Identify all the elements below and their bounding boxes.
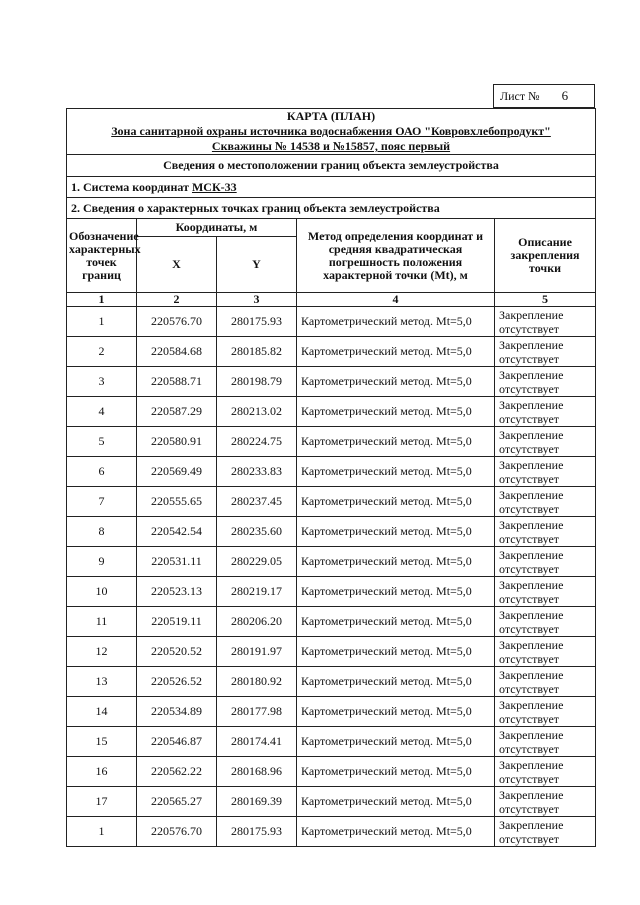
y-cell: 280206.20	[217, 607, 297, 637]
table-row	[67, 757, 596, 787]
point-cell: 15	[67, 727, 137, 757]
y-cell: 280169.39	[217, 787, 297, 817]
col-number: 5	[495, 293, 596, 307]
method-cell: Картометрический метод. Mt=5,0	[297, 757, 495, 787]
table-row	[67, 427, 596, 457]
fix-cell: Закрепление отсутствует	[495, 757, 596, 787]
point-cell: 4	[67, 397, 137, 427]
table-row	[67, 607, 596, 637]
table-row	[67, 397, 596, 427]
table-row	[67, 787, 596, 817]
y-cell: 280191.97	[217, 637, 297, 667]
coordinate-system-label: 1. Система координат	[71, 179, 192, 194]
col-number: 2	[137, 293, 217, 307]
method-cell: Картометрический метод. Mt=5,0	[297, 487, 495, 517]
table-row	[67, 637, 596, 667]
header-y: Y	[217, 237, 297, 293]
section-main-heading: Сведения о местоположении границ объекта землеустройства	[67, 155, 596, 177]
point-cell: 9	[67, 547, 137, 577]
method-cell: Картометрический метод. Mt=5,0	[297, 607, 495, 637]
fix-cell: Закрепление отсутствует	[495, 397, 596, 427]
col-number: 4	[297, 293, 495, 307]
table-row	[67, 667, 596, 697]
fix-cell: Закрепление отсутствует	[495, 307, 596, 337]
y-cell: 280174.41	[217, 727, 297, 757]
fix-cell: Закрепление отсутствует	[495, 667, 596, 697]
method-cell: Картометрический метод. Mt=5,0	[297, 667, 495, 697]
header-fix: Описание закрепления точки	[495, 219, 596, 293]
table-row	[67, 577, 596, 607]
method-cell: Картометрический метод. Mt=5,0	[297, 307, 495, 337]
fix-cell: Закрепление отсутствует	[495, 577, 596, 607]
table-row	[67, 547, 596, 577]
col-number: 3	[217, 293, 297, 307]
fix-cell: Закрепление отсутствует	[495, 787, 596, 817]
method-cell: Картометрический метод. Mt=5,0	[297, 367, 495, 397]
point-cell: 16	[67, 757, 137, 787]
x-cell: 220587.29	[137, 397, 217, 427]
y-cell: 280213.02	[217, 397, 297, 427]
fix-cell: Закрепление отсутствует	[495, 367, 596, 397]
table-row	[67, 817, 596, 847]
header-row-1	[67, 219, 596, 237]
table-row	[67, 337, 596, 367]
point-cell: 13	[67, 667, 137, 697]
y-cell: 280185.82	[217, 337, 297, 367]
sheet-number: 6	[561, 88, 569, 103]
point-cell: 11	[67, 607, 137, 637]
table-row	[67, 487, 596, 517]
header-coords: Координаты, м	[137, 219, 297, 237]
method-cell: Картометрический метод. Mt=5,0	[297, 427, 495, 457]
point-cell: 7	[67, 487, 137, 517]
y-cell: 280224.75	[217, 427, 297, 457]
header-method: Метод определения координат и средняя квадратическая погрешность положения характерной точки (Mt), м	[297, 219, 495, 293]
point-cell: 5	[67, 427, 137, 457]
x-cell: 220520.52	[137, 637, 217, 667]
column-numbers-row	[67, 293, 596, 307]
x-cell: 220562.22	[137, 757, 217, 787]
method-cell: Картометрический метод. Mt=5,0	[297, 547, 495, 577]
method-cell: Картометрический метод. Mt=5,0	[297, 727, 495, 757]
method-cell: Картометрический метод. Mt=5,0	[297, 787, 495, 817]
point-cell: 17	[67, 787, 137, 817]
table-row	[67, 457, 596, 487]
boundary-points-table	[66, 108, 596, 847]
section1-row	[67, 177, 596, 198]
fix-cell: Закрепление отсутствует	[495, 637, 596, 667]
fix-cell: Закрепление отсутствует	[495, 487, 596, 517]
x-cell: 220565.27	[137, 787, 217, 817]
table-row	[67, 727, 596, 757]
fix-cell: Закрепление отсутствует	[495, 337, 596, 367]
table-row	[67, 367, 596, 397]
method-cell: Картометрический метод. Mt=5,0	[297, 337, 495, 367]
y-cell: 280237.45	[217, 487, 297, 517]
x-cell: 220526.52	[137, 667, 217, 697]
method-cell: Картометрический метод. Mt=5,0	[297, 397, 495, 427]
fix-cell: Закрепление отсутствует	[495, 697, 596, 727]
fix-cell: Закрепление отсутствует	[495, 547, 596, 577]
x-cell: 220531.11	[137, 547, 217, 577]
section2-row	[67, 198, 596, 219]
method-cell: Картометрический метод. Mt=5,0	[297, 697, 495, 727]
y-cell: 280168.96	[217, 757, 297, 787]
x-cell: 220546.87	[137, 727, 217, 757]
method-cell: Картометрический метод. Mt=5,0	[297, 817, 495, 847]
x-cell: 220534.89	[137, 697, 217, 727]
fix-cell: Закрепление отсутствует	[495, 517, 596, 547]
x-cell: 220519.11	[137, 607, 217, 637]
header-point: Обозначение характерных точек границ	[67, 219, 137, 293]
point-cell: 6	[67, 457, 137, 487]
x-cell: 220523.13	[137, 577, 217, 607]
fix-cell: Закрепление отсутствует	[495, 457, 596, 487]
y-cell: 280235.60	[217, 517, 297, 547]
x-cell: 220588.71	[137, 367, 217, 397]
x-cell: 220555.65	[137, 487, 217, 517]
section2-heading: 2. Сведения о характерных точках границ объекта землеустройства	[67, 198, 596, 219]
table-row	[67, 697, 596, 727]
y-cell: 280175.93	[217, 817, 297, 847]
zone-title: Зона санитарной охраны источника водоснабжения ОАО "Ковровхлебопродукт"	[111, 124, 551, 138]
title-row	[67, 109, 596, 155]
point-cell: 8	[67, 517, 137, 547]
point-cell: 2	[67, 337, 137, 367]
method-cell: Картометрический метод. Mt=5,0	[297, 457, 495, 487]
y-cell: 280233.83	[217, 457, 297, 487]
point-cell: 3	[67, 367, 137, 397]
point-cell: 10	[67, 577, 137, 607]
method-cell: Картометрический метод. Mt=5,0	[297, 577, 495, 607]
x-cell: 220576.70	[137, 307, 217, 337]
fix-cell: Закрепление отсутствует	[495, 607, 596, 637]
point-cell: 1	[67, 817, 137, 847]
fix-cell: Закрепление отсутствует	[495, 817, 596, 847]
page-title: КАРТА (ПЛАН)	[286, 109, 376, 123]
y-cell: 280229.05	[217, 547, 297, 577]
y-cell: 280219.17	[217, 577, 297, 607]
wells-title: Скважины № 14538 и №15857, пояс первый	[211, 139, 451, 153]
y-cell: 280180.92	[217, 667, 297, 697]
sheet-label: Лист №	[500, 88, 540, 103]
table-row	[67, 307, 596, 337]
method-cell: Картометрический метод. Mt=5,0	[297, 637, 495, 667]
sheet-number-box	[493, 84, 595, 108]
header-x: X	[137, 237, 217, 293]
x-cell: 220569.49	[137, 457, 217, 487]
x-cell: 220580.91	[137, 427, 217, 457]
point-cell: 1	[67, 307, 137, 337]
x-cell: 220542.54	[137, 517, 217, 547]
method-cell: Картометрический метод. Mt=5,0	[297, 517, 495, 547]
y-cell: 280198.79	[217, 367, 297, 397]
y-cell: 280177.98	[217, 697, 297, 727]
x-cell: 220584.68	[137, 337, 217, 367]
fix-cell: Закрепление отсутствует	[495, 727, 596, 757]
y-cell: 280175.93	[217, 307, 297, 337]
col-number: 1	[67, 293, 137, 307]
point-cell: 12	[67, 637, 137, 667]
x-cell: 220576.70	[137, 817, 217, 847]
point-cell: 14	[67, 697, 137, 727]
fix-cell: Закрепление отсутствует	[495, 427, 596, 457]
coordinate-system-value: МСК-33	[191, 179, 237, 194]
table-row	[67, 517, 596, 547]
section-main-row	[67, 155, 596, 177]
